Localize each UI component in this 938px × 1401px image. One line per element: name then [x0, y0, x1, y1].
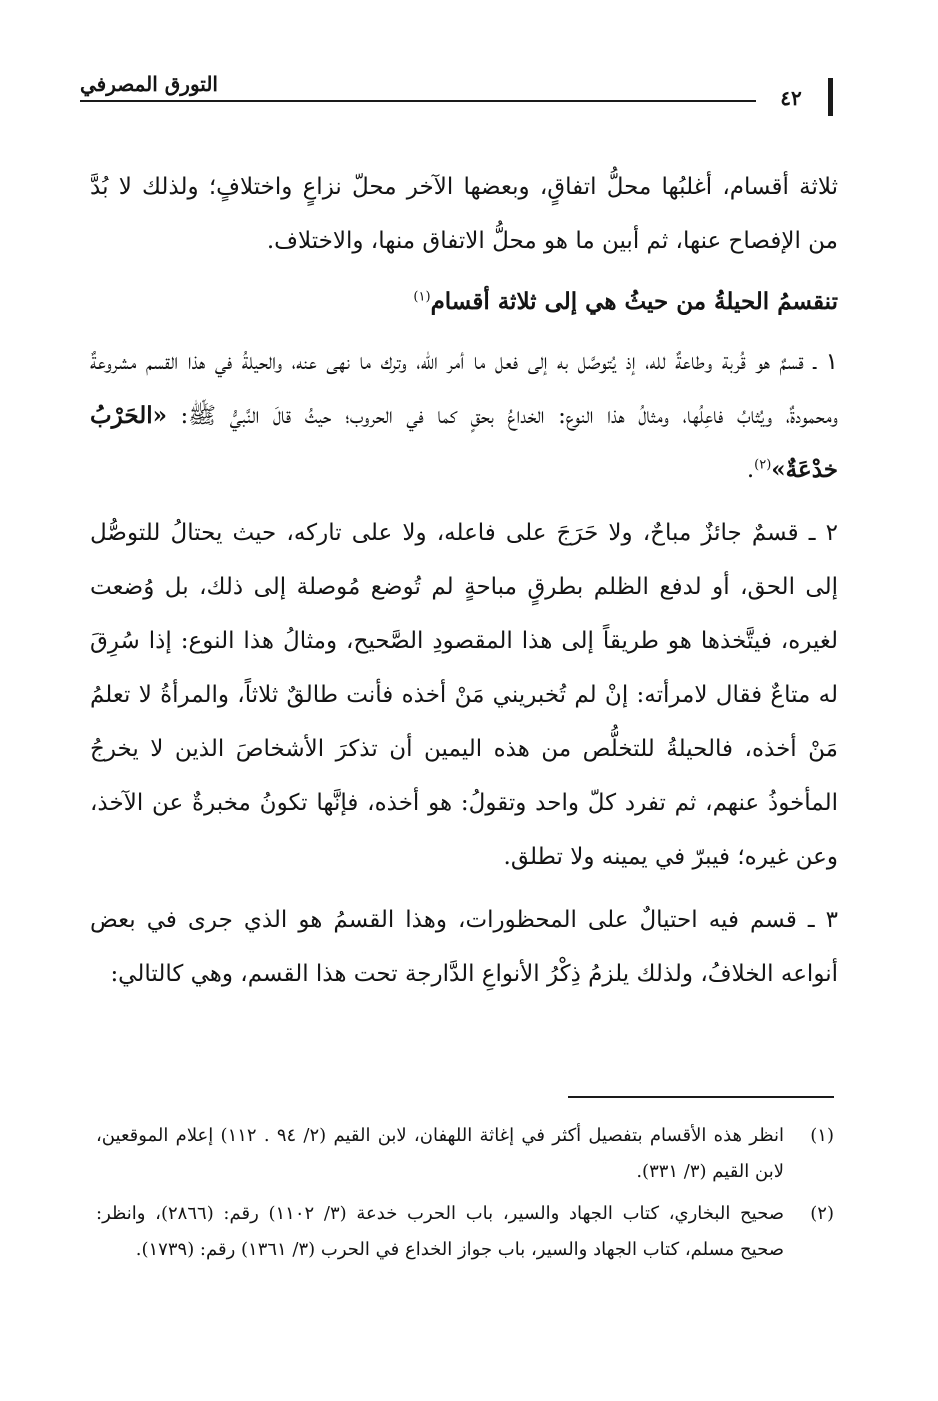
footnote-number: (٢) [810, 1203, 834, 1224]
section-3-paragraph: ٣ ـ قسم فيه احتيالٌ على المحظورات، وهذا القسمُ هو الذي جرى في بعض أنواعه الخلافُ، ولذلك يلزمُ ذِكْرُ الأنواعِ الدَّارجة تحت هذا القسم، وهي كالتالي: [90, 907, 838, 987]
section-heading [90, 277, 838, 327]
running-title: التورق المصرفي [80, 72, 218, 96]
section-1-text: ١ ـ قسمٌ هو قُربة وطاعةٌ لله، إذ يُتوصَّل به إلى فعل ما أمر الله، وترك ما نهى عنه، والحيلةُ في هذا القسم مشروعةٌ ومحمودةٌ، ويُثابُ فاعِلُها، ومثالُ هذا النوع: الخداعُ بحقٍ كما في الحروب؛ حيثُ قالَ النَّبيُّ ﷺ: [90, 349, 838, 429]
header-rule [80, 100, 756, 102]
hadith-quote: «الحَرْبُ خدْعَةٌ» [90, 402, 838, 483]
section-heading-text: تنقسمُ الحيلةُ من حيثُ هي إلى ثلاثة أقسام [430, 288, 838, 315]
page-number-bar [828, 78, 833, 116]
page-number: ٤٢ [780, 86, 802, 110]
footnote-item [96, 1118, 834, 1190]
footnotes [96, 1118, 834, 1274]
footnote-text: صحيح البخاري، كتاب الجهاد والسير، باب الحرب خدعة (٣/ ١١٠٢) رقم: (٢٨٦٦)، وانظر: صحيح مسلم، كتاب الجهاد والسير، باب جواز الخداع في الحرب (٣/ ١٣٦١) رقم: (١٧٣٩). [96, 1203, 784, 1260]
section-1-end: . [746, 457, 755, 483]
body-text [90, 160, 838, 1010]
footnote-separator [568, 1096, 834, 1098]
footnote-ref-2: (٢) [754, 457, 772, 473]
section-2-paragraph: ٢ ـ قسمٌ جائزٌ مباحٌ، ولا حَرَجَ على فاعله، ولا على تاركه، حيث يحتالُ للتوصُّل إلى الحق، أو لدفع الظلم بطرقٍ مباحةٍ لم تُوضع مُوصلة إلى ذلك، بل وُضعت لغيره، فيتَّخذها هو طريقاً إلى هذا المقصودِ الصَّحيح، ومثالُ هذا النوع: إذا سُرِقَ له متاعٌ فقال لامرأته: إنْ لم تُخبريني مَنْ أخذه فأنت طالقٌ ثلاثاً، والمرأةُ لا تعلمُ مَنْ أخذه، فالحيلةُ للتخلُّص من هذه اليمين أن تذكرَ الأشخاصَ الذين لا يخرجُ المأخوذُ عنهم، ثم تفرد كلّ واحد وتقولُ: هو أخذه، فإنَّها تكونُ مخبرةٌ عن الآخذ، وعن غيره؛ فيبرّ في يمينه ولا تطلق. [90, 520, 838, 870]
section-1-paragraph [90, 335, 838, 497]
footnote-ref-1: (١) [413, 289, 431, 305]
intro-paragraph: ثلاثة أقسام، أغلبُها محلُّ اتفاقٍ، وبعضها الآخر محلّ نزاعٍ واختلافٍ؛ ولذلك لا بُدَّ من الإفصاح عنها، ثم أبين ما هو محلُّ الاتفاق منها، والاختلاف. [90, 174, 838, 254]
footnote-text: انظر هذه الأقسام بتفصيل أكثر في إغاثة اللهفان، لابن القيم (٢/ ٩٤ . ١١٢) إعلام الموقعين، لابن القيم (٣/ ٣٣١). [96, 1125, 784, 1182]
footnote-item [96, 1196, 834, 1268]
footnote-number: (١) [810, 1125, 834, 1146]
running-header [80, 72, 850, 116]
